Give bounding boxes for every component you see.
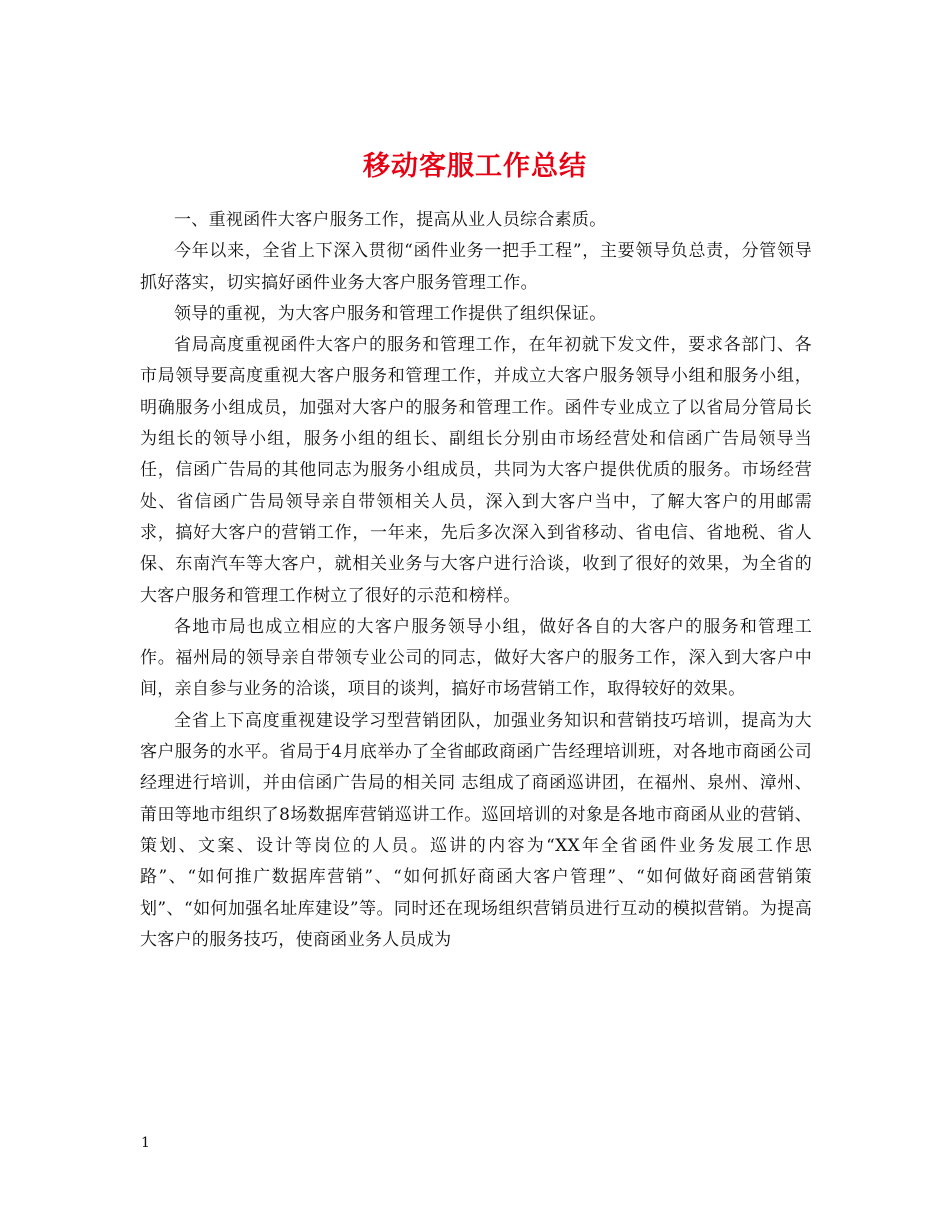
paragraph: 全省上下高度重视建设学习型营销团队，加强业务知识和营销技巧培训，提高为大客户服务的水平。省局于4月底举办了全省邮政商函广告经理培训班，对各地市商函公司经理进行培训，并由信函广告局的相关同 志组成了商函巡讲团，在福州、泉州、漳州、莆田等地市组织了8场数据库营销巡讲工作。巡回培训的对象是各地市商函从业的营销、策划、文案、设计等岗位的人员。巡讲的内容为“XX年全省函件业务发展工作思路”、“如何推广数据库营销”、“如何抓好商函大客户管理”、“如何做好商函营销策划”、“如何加强名址库建设”等。同时还在现场组织营销员进行互动的模拟营销。为提高大客户的服务技巧，使商函业务人员成为 [140,710,812,950]
page-number: 1 [141,1135,150,1151]
document-title: 移动客服工作总结 [363,151,587,183]
document-body [140,205,812,956]
paragraph: 省局高度重视函件大客户的服务和管理工作，在年初就下发文件，要求各部门、各市局领导要高度重视大客户服务和管理工作，并成立大客户服务领导小组和服务小组，明确服务小组成员，加强对大客户的服务和管理工作。函件专业成立了以省局分管局长为组长的领导小组，服务小组的组长、副组长分别由市场经营处和信函广告局领导当任，信函广告局的其他同志为服务小组成员，共同为大客户提供优质的服务。市场经营处、省信函广告局领导亲自带领相关人员，深入到大客户当中，了解大客户的用邮需求，搞好大客户的营销工作，一年来，先后多次深入到省移动、省电信、省地税、省人保、东南汽车等大客户，就相关业务与大客户进行洽谈，收到了很好的效果，为全省的大客户服务和管理工作树立了很好的示范和榜样。 [140,335,812,606]
paragraph: 领导的重视，为大客户服务和管理工作提供了组织保证。 [174,303,607,324]
paragraph: 各地市局也成立相应的大客户服务领导小组，做好各自的大客户的服务和管理工作。福州局的领导亲自带领专业公司的同志，做好大客户的服务工作，深入到大客户中间，亲自参与业务的洽谈，项目的谈判，搞好市场营销工作，取得较好的效果。 [140,616,812,700]
paragraph: 今年以来，全省上下深入贯彻“函件业务一把手工程”，主要领导负总责，分管领导抓好落实，切实搞好函件业务大客户服务管理工作。 [140,241,812,293]
paragraph-section-heading: 一、重视函件大客户服务工作，提高从业人员综合素质。 [174,210,607,230]
